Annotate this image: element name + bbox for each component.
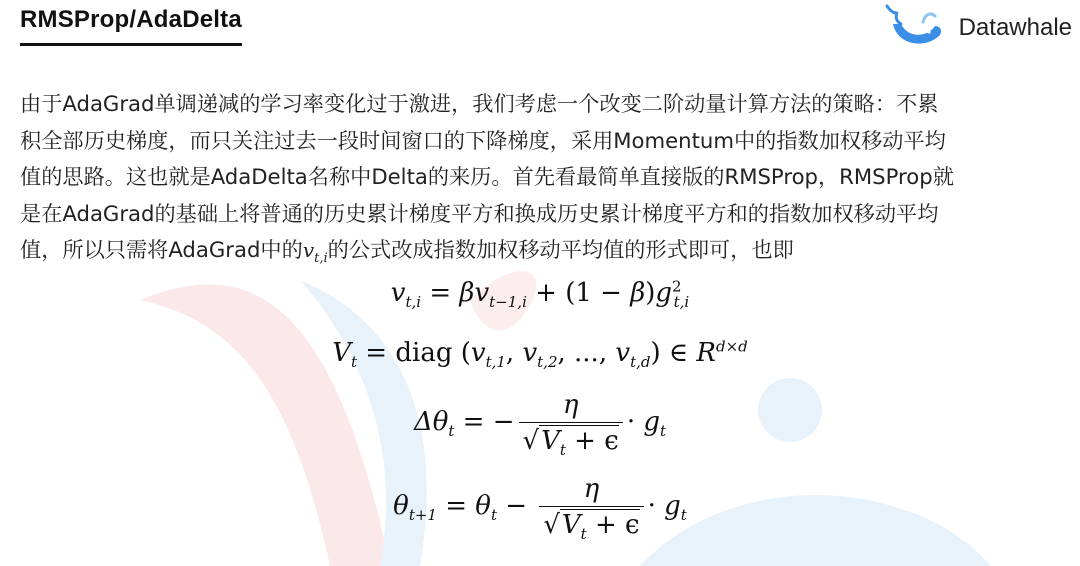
body-paragraph [20,86,1070,269]
equation-V-diag: $V_t$ = diag ($v_{t,1}$, $v_{t,2}$, ..., $v_{t,d}$) ∈ $R^{d\times d}$ [332,337,748,372]
fraction-eta-over-sqrt: $\frac{\eta}{√V_t + \epsilon}$ [519,390,623,456]
equation-v-update: $v_{t,i} = \beta v_{t-1,i} + (1 - \beta)g^2_{t,i}$ [390,277,690,312]
paragraph-line: 值的思路。这也就是AdaDelta名称中Delta的来历。首先看最简单直接版的RMSProp，RMSProp就 [20,164,954,189]
equation-delta-theta: $\Delta\theta_t$ = − $\frac{\eta}{√V_t + \epsilon}$ · $g_t$ [413,390,667,460]
whale-logo-icon [883,2,947,54]
header [20,6,242,46]
paragraph-line: 积全部历史梯度，而只关注过去一段时间窗口的下降梯度，采用Momentum中的指数加权移动平均 [20,127,946,153]
paragraph-line: 由于AdaGrad单调递减的学习率变化过于激进，我们考虑一个改变二阶动量计算方法的策略：不累 [20,91,939,116]
paragraph-line [20,232,1070,269]
brand-name: Datawhale [958,14,1072,41]
paragraph-text: 值，所以只需将AdaGrad中的 [20,237,303,262]
equation-theta-update: $\theta_{t+1} = \theta_t$ − $\frac{\eta}{√V_t + \epsilon}$ · $g_t$ [393,474,687,544]
brand-logo [883,2,1072,54]
inline-math-v: $v_{t,i}$ [302,238,328,266]
paragraph-line: 是在AdaGrad的基础上将普通的历史累计梯度平方和换成历史累计梯度平方和的指数加权移动平均 [20,200,939,226]
fraction-eta-over-sqrt: $\frac{\eta}{√V_t + \epsilon}$ [539,474,643,540]
page-title: RMSProp/AdaDelta [20,6,242,46]
paragraph-text: 的公式改成指数加权移动平均值的形式即可，也即 [327,237,794,262]
